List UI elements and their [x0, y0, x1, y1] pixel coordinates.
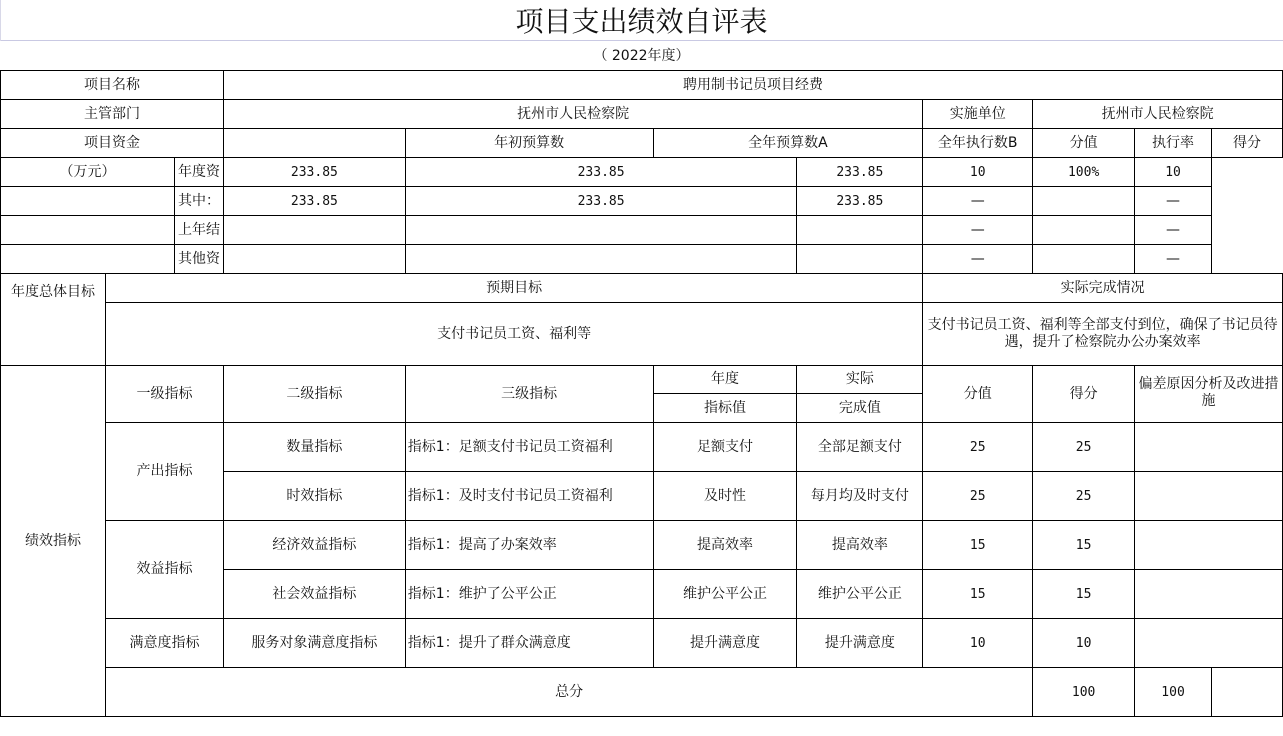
perf-score-value: 15 [923, 521, 1033, 570]
group-output: 产出指标 [105, 423, 223, 521]
perf-target: 维护公平公正 [653, 570, 797, 619]
perf-target: 及时性 [653, 472, 797, 521]
header-annual-budget: 全年预算数A [653, 129, 923, 158]
annual-goal-label: 年度总体目标 [1, 274, 106, 366]
funds-row-carryover [1, 216, 1283, 245]
report-year: （ 2022年度） [593, 48, 690, 64]
perf-l3: 指标1：维护了公平公正 [405, 570, 653, 619]
perf-header-row-1 [1, 366, 1283, 394]
perf-row [1, 423, 1283, 472]
group-satisfaction: 满意度指标 [105, 619, 223, 668]
impl-unit-label: 实施单位 [923, 100, 1033, 129]
funds-row-score: 10 [1135, 158, 1212, 187]
funds-row-executed: 233.85 [797, 187, 923, 216]
funds-row-initial [223, 245, 405, 274]
funds-row-initial [223, 216, 405, 245]
self-evaluation-table [0, 70, 1283, 717]
funds-row-annual [405, 245, 797, 274]
project-name-row [1, 71, 1283, 100]
funds-row-current [1, 187, 1283, 216]
group-benefit: 效益指标 [105, 521, 223, 619]
dept-value: 抚州市人民检察院 [223, 100, 922, 129]
department-row [1, 100, 1283, 129]
perf-target: 提升满意度 [653, 619, 797, 668]
perf-header-score: 得分 [1033, 366, 1135, 423]
funds-row-rate [1033, 216, 1135, 245]
perf-l2: 社会效益指标 [223, 570, 405, 619]
perf-l3: 指标1：提升了群众满意度 [405, 619, 653, 668]
funds-blank-cell [1, 245, 175, 273]
perf-reason [1135, 472, 1283, 521]
funds-unit: （万元） [1, 158, 175, 186]
funds-row-label: 上年结 [177, 222, 220, 238]
perf-target: 提高效率 [653, 521, 797, 570]
funds-row-score: — [1135, 216, 1212, 245]
header-exec-rate: 执行率 [1135, 129, 1212, 158]
header-score: 得分 [1212, 129, 1283, 158]
funds-row-rate [1033, 187, 1135, 216]
total-score-value: 100 [1033, 668, 1135, 717]
perf-done: 提升满意度 [797, 619, 923, 668]
perf-l3: 指标1：提高了办案效率 [405, 521, 653, 570]
project-name-value: 聘用制书记员项目经费 [223, 71, 1282, 100]
perf-score-value: 25 [923, 423, 1033, 472]
perf-header-reason: 偏差原因分析及改进措施 [1135, 366, 1283, 423]
perf-l3: 指标1：及时支付书记员工资福利 [405, 472, 653, 521]
perf-header-actual: 实际 [797, 366, 923, 394]
goal-header-row [1, 274, 1283, 303]
perf-score-value: 15 [923, 570, 1033, 619]
perf-done: 每月均及时支付 [797, 472, 923, 521]
perf-score: 10 [1033, 619, 1135, 668]
perf-score: 15 [1033, 570, 1135, 619]
perf-row [1, 521, 1283, 570]
perf-header-target: 指标值 [653, 394, 797, 423]
funds-row-executed [797, 245, 923, 274]
perf-reason [1135, 619, 1283, 668]
actual-completion-text: 支付书记员工资、福利等全部支付到位，确保了书记员待遇，提升了检察院办公办案效率 [923, 303, 1283, 366]
funds-row-score: — [1135, 187, 1212, 216]
funds-blank-cell [1, 216, 175, 244]
funds-row-annual: 233.85 [405, 187, 797, 216]
funds-row-executed [797, 216, 923, 245]
actual-completion-header: 实际完成情况 [923, 274, 1283, 303]
perf-header-l2: 二级指标 [223, 366, 405, 423]
perf-score: 15 [1033, 521, 1135, 570]
funds-row-score-value: — [923, 187, 1033, 216]
funds-row-executed: 233.85 [797, 158, 923, 187]
header-score-value: 分值 [1033, 129, 1135, 158]
perf-row [1, 619, 1283, 668]
perf-header-score-value: 分值 [923, 366, 1033, 423]
funds-row-score: — [1135, 245, 1212, 274]
funds-row-annual [405, 216, 797, 245]
funds-row-initial: 233.85 [223, 187, 405, 216]
dept-label: 主管部门 [1, 100, 224, 129]
funds-row-label: 其他资 [177, 251, 220, 267]
total-reason [1212, 668, 1283, 717]
perf-l2: 时效指标 [223, 472, 405, 521]
funds-row-annual: 233.85 [405, 158, 797, 187]
page-title: 项目支出绩效自评表 [0, 0, 1283, 41]
project-name-label: 项目名称 [1, 71, 224, 100]
perf-header-year: 年度 [653, 366, 797, 394]
funds-row-score-value: — [923, 216, 1033, 245]
perf-l2: 服务对象满意度指标 [223, 619, 405, 668]
funds-row-score-value: 10 [923, 158, 1033, 187]
perf-l3: 指标1：足额支付书记员工资福利 [405, 423, 653, 472]
sheet-gridline [0, 0, 1, 41]
funds-row-rate [1033, 245, 1135, 274]
funds-row-total [1, 158, 1283, 187]
perf-score: 25 [1033, 472, 1135, 521]
perf-score-value: 10 [923, 619, 1033, 668]
expected-goal-text: 支付书记员工资、福利等 [105, 303, 922, 366]
impl-unit-value: 抚州市人民检察院 [1033, 100, 1283, 129]
perf-indicator-label: 绩效指标 [1, 366, 106, 717]
perf-header-done: 完成值 [797, 394, 923, 423]
funds-blank-cell [1, 187, 175, 215]
header-initial-budget: 年初预算数 [405, 129, 653, 158]
perf-target: 足额支付 [653, 423, 797, 472]
perf-done: 维护公平公正 [797, 570, 923, 619]
funds-row-initial: 233.85 [223, 158, 405, 187]
perf-l2: 经济效益指标 [223, 521, 405, 570]
header-executed: 全年执行数B [923, 129, 1033, 158]
perf-reason [1135, 570, 1283, 619]
funds-row-label: 其中： [177, 193, 220, 209]
total-score: 100 [1135, 668, 1212, 717]
funds-row-score-value: — [923, 245, 1033, 274]
perf-done: 提高效率 [797, 521, 923, 570]
funds-header-row [1, 129, 1283, 158]
funds-blank-cell [223, 129, 405, 158]
perf-score: 25 [1033, 423, 1135, 472]
funds-row-other [1, 245, 1283, 274]
perf-header-l3: 三级指标 [405, 366, 653, 423]
perf-score-value: 25 [923, 472, 1033, 521]
perf-header-l1: 一级指标 [105, 366, 223, 423]
perf-reason [1135, 423, 1283, 472]
total-row [1, 668, 1283, 717]
perf-done: 全部足额支付 [797, 423, 923, 472]
perf-reason [1135, 521, 1283, 570]
funds-row-label: 年度资 [178, 164, 220, 180]
funds-row-rate: 100% [1033, 158, 1135, 187]
expected-goal-header: 预期目标 [105, 274, 922, 303]
total-label: 总分 [105, 668, 1032, 717]
perf-l2: 数量指标 [223, 423, 405, 472]
funds-label: 项目资金 [1, 129, 224, 158]
goal-content-row [1, 303, 1283, 366]
